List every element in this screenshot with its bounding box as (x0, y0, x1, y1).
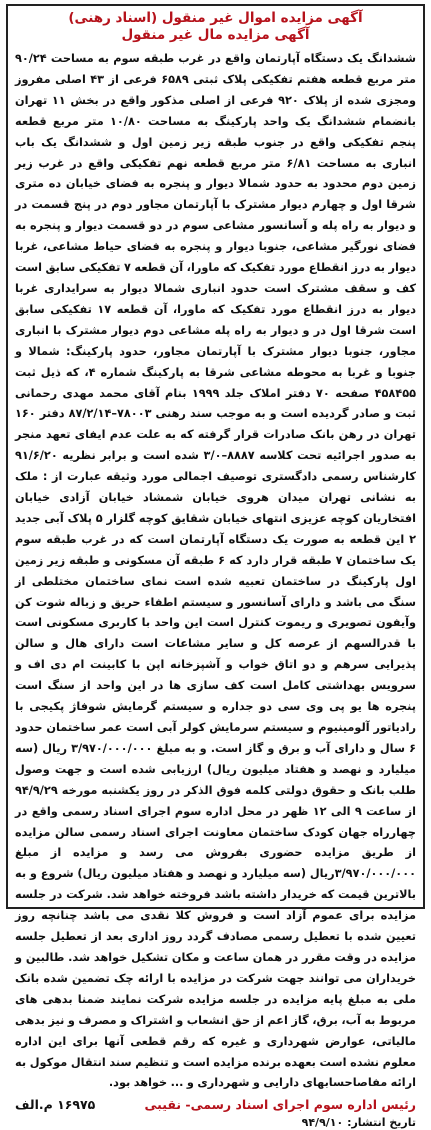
notice-body: ششدانگ یک دستگاه آپارتمان واقع در غرب طبقه سوم به مساحت ۹۰/۲۴ متر مربع قطعه هفتم تفکیکی پلاک ثبتی ۶۵۸۹ فرعی از ۴۳ اصلی مفروز ومجزی شده از پلاک ۹۲۰ فرعی از اصلی مذکور واقع در بخش ۱۱ تهران بانضمام ششدانگ یک واحد پارکینگ به مساحت ۱۰/۸۰ متر مربع قطعه پنجم تفکیکی واقع در جنوب طبقه زیر زمین اول و ششدانگ یک باب انباری به مساحت ۶/۸۱ متر مربع قطعه نهم تفکیکی واقع در غرب زیر زمین دوم محدود به حدود شمالا دیوار و پنجره به فضای خیابان ده متری شرقا اول و چهارم دیوار مشترک با آپارتمان مجاور دوم در پنج قسمت در و دیوار به راه پله و آسانسور مشاعی سوم در دو قسمت دیوار و پنجره به فضای نورگیر مشاعی، جنوبا دیوار و پنجره به فضای حیاط مشاعی، غربا دیوار به درز انقطاع مورد تفکیک که ماورا، آن قطعه ۷ تفکیکی سابق است کف و سقف مشترک است حدود انباری شمالا دیوار به سرایداری غربا دیوار به درز انقطاع مورد تفکیک که ماورا، آن قطعه ۱۷ تفکیکی سابق است شرقا اول در و دیوار به راه پله مشاعی دوم دیوار مشترک با انباری مجاور، جنوبا دیوار مشترک با آپارتمان مجاور، حدود پارکینگ: شمالا و جنوبا و غربا به محوطه مشاعی شرقا به پارکینگ شماره ۴، که ذیل ثبت ۴۵۸۴۵۵ صفحه ۷۰ دفتر املاک جلد ۱۹۹۹ بنام آقای محمد مهدی رحمانی ثبت و صادر گردیده است و به موجب سند رهنی ۷۸۰۰۳–۸۷/۲/۱۴ دفتر ۱۶۰ تهران در رهن بانک صادرات قرار گرفته که به علت عدم ایفای تعهد منجر به صدور اجرائیه تحت کلاسه ۸۸۸۷–۳/۰ شده است و برابر نظریه ۹۱/۶/۲۰ کارشناس رسمی دادگستری توصیف اجمالی مورد وثیقه عبارت از : ملک به نشانی تهران میدان هروی خیابان شمشاد خیابان آزادی خیابان افتخاریان کوچه عزیزی انتهای خیابان شقایق کوچه گلزار ۵ پلاک آبی جدید ۲ این قطعه به صورت یک دستگاه آپارتمان است که در غرب طبقه سوم یک ساختمان ۷ طبقه قرار دارد که ۶ طبقه آن مسکونی و طبقه زیر زمین اول پارکینگ در ساختمان تعبیه شده است نمای ساختمان مختلطی از سنگ می باشد و دارای آسانسور و سیستم اطفاء حریق و زباله شوت کن وآیفون تصویری و ریموت کنترل است این واحد با کاربری مسکونی است با قدرالسهم از عرصه کل و سایر مشاعات است دارای هال و سالن پذیرایی سرهم و دو اتاق خواب و آشپزخانه اپن با کابینت ام دی اف و سرویس بهداشتی کامل است کف سازی ها در این واحد از سنگ است پنجره ها یو پی وی سی دو جداره و سیستم گرمایش شوفاژ پکیجی با رادیاتور آلومینیوم و سیستم سرمایش کولر آبی است عمر ساختمان حدود ۶ سال و دارای آب و برق و گاز است. و به مبلغ ۳/۹۷۰/۰۰۰/۰۰۰ ریال (سه میلیارد و نهصد و هفتاد میلیون ریال) ارزیابی شده است و جهت وصول طلب بانک و حقوق دولتی کلمه فوق الذکر در روز یکشنبه مورخه ۹۴/۹/۲۹ از ساعت ۹ الی ۱۲ ظهر در محل اداره سوم اجرای اسناد رسمی واقع در چهارراه جهان کودک ساختمان معاونت اجرای اسناد رسمی سالن مزایده از طریق مزایده حضوری بفروش می رسد و مزایده از مبلغ ۳/۹۷۰/۰۰۰/۰۰۰ریال (سه میلیارد و نهصد و هفتاد میلیون ریال) شروع و به بالاترین قیمت که خریدار داشته باشد فروخته خواهد شد. شرکت در جلسه مزایده برای عموم آزاد است و فروش کلا نقدی می باشد چنانچه روز تعیین شده با تعطیل رسمی مصادف گردد روز اداری بعد از تعطیل جلسه مزایده در وقت مقرر در همان ساعت و مکان تشکیل خواهد شد. طالبین و خریداران می توانند جهت شرکت در مزایده با ارائه چک تضمین شده بانک ملی به مبلغ پایه مزایده در جلسه مزایده شرکت نمایند ضمنا بدهی های مربوط به آب، برق، گاز اعم از حق انشعاب و اشتراک و مصرف و نیز بدهی مالیاتی، عوارض شهرداری و غیره که رقم قطعی آنها برای این اداره معلوم نشده است بعهده برنده مزایده است و تنظیم سند انتقال موکول به ارائه مفاصاحسابهای دارایی و شهرداری و ... خواهد بود. (15, 52, 417, 1090)
notice-code: ۱۶۹۷۵ م.الف (15, 1097, 96, 1113)
notice-title: آگهی مزایده اموال غیر منقول (اسناد رهنی) (68, 10, 363, 26)
notice-frame (6, 4, 425, 1130)
notice-footer (15, 1096, 416, 1114)
notice-subtitle: آگهی مزایده مال غیر منقول (121, 27, 310, 43)
publication-date: تاریخ انتشار: ۹۴/۹/۱۰ (301, 1116, 416, 1130)
signer-line: رئیس اداره سوم اجرای اسناد رسمی- نقیبی (144, 1097, 416, 1113)
